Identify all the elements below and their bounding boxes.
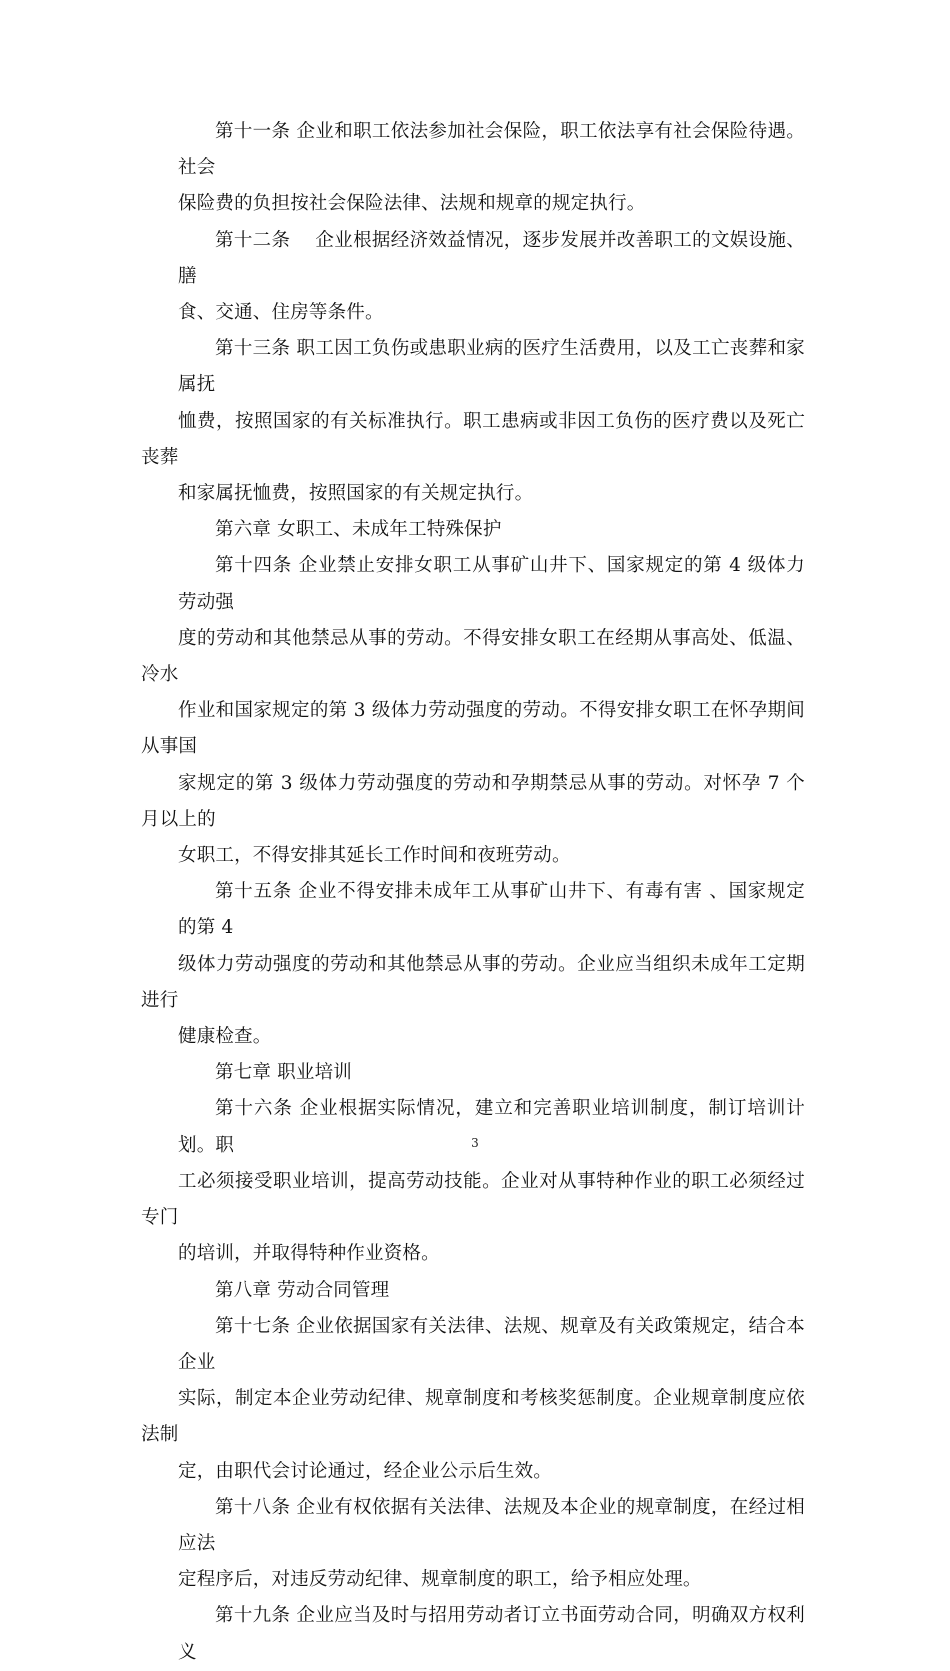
text-line: 第十八条 企业有权依据有关法律、法规及本企业的规章制度，在经过相应法 (178, 1496, 805, 1554)
text-line: 恤费，按照国家的有关标准执行。职工患病或非因工负伤的医疗费以及死亡丧葬 (141, 410, 805, 468)
article-11-paragraph (141, 114, 805, 223)
text-line: 度的劳动和其他禁忌从事的劳动。不得安排女职工在经期从事高处、低温、冷水 (141, 627, 805, 686)
text-line: 第十四条 企业禁止安排女职工从事矿山井下、国家规定的第 4 级体力劳动强 (178, 555, 805, 613)
article-16-paragraph (141, 1091, 805, 1272)
article-19-paragraph (141, 1598, 805, 1670)
article-18-paragraph (141, 1490, 805, 1599)
text-line: 第六章 女职工、未成年工特殊保护 (215, 519, 502, 541)
article-15-paragraph (141, 874, 805, 1055)
text-line: 第十一条 企业和职工依法参加社会保险，职工依法享有社会保险待遇。社会 (178, 121, 805, 179)
text-line: 作业和国家规定的第 3 级体力劳动强度的劳动。不得安排女职工在怀孕期间从事国 (141, 700, 805, 758)
text-line: 保险费的负担按社会保险法律、法规和规章的规定执行。 (178, 193, 646, 215)
article-12-paragraph (141, 223, 805, 332)
document-body (141, 114, 805, 1671)
chapter-6-heading (141, 512, 805, 548)
text-line: 和家属抚恤费，按照国家的有关规定执行。 (178, 483, 534, 505)
chapter-7-heading (141, 1055, 805, 1091)
article-13-paragraph (141, 331, 805, 512)
text-line: 定程序后，对违反劳动纪律、规章制度的职工，给予相应处理。 (178, 1569, 702, 1591)
text-line: 工必须接受职业培训，提高劳动技能。企业对从事特种作业的职工必须经过专门 (141, 1170, 805, 1229)
text-line: 实际，制定本企业劳动纪律、规章制度和考核奖惩制度。企业规章制度应依法制 (141, 1388, 805, 1446)
article-14-paragraph (141, 548, 805, 874)
text-line: 健康检查。 (178, 1026, 272, 1048)
text-line: 第十七条 企业依据国家有关法律、法规、规章及有关政策规定，结合本企业 (178, 1315, 805, 1373)
text-line: 定，由职代会讨论通过，经企业公示后生效。 (178, 1460, 553, 1482)
text-line: 家规定的第 3 级体力劳动强度的劳动和孕期禁忌从事的劳动。对怀孕 7 个月以上的 (141, 772, 805, 830)
article-17-paragraph (141, 1309, 805, 1490)
page-number: 3 (471, 1136, 479, 1150)
chapter-8-heading (141, 1273, 805, 1309)
text-line: 的培训，并取得特种作业资格。 (178, 1243, 440, 1265)
text-line: 女职工，不得安排其延长工作时间和夜班劳动。 (178, 845, 571, 867)
text-line: 第十六条 企业根据实际情况，建立和完善职业培训制度，制订培训计划。职 (178, 1098, 805, 1156)
text-line: 第七章 职业培训 (215, 1062, 352, 1084)
text-line: 第十九条 企业应当及时与招用劳动者订立书面劳动合同，明确双方权利义 (178, 1605, 805, 1663)
text-line: 级体力劳动强度的劳动和其他禁忌从事的劳动。企业应当组织未成年工定期进行 (141, 953, 805, 1011)
text-line: 食、交通、住房等条件。 (178, 302, 384, 324)
text-line: 第八章 劳动合同管理 (215, 1279, 390, 1301)
text-line: 第十五条 企业不得安排未成年工从事矿山井下、有毒有害 、国家规定的第 4 (178, 881, 805, 939)
text-line: 第十三条 职工因工负伤或患职业病的医疗生活费用，以及工亡丧葬和家属抚 (178, 338, 805, 396)
text-line: 第十二条 企业根据经济效益情况，逐步发展并改善职工的文娱设施、 膳 (178, 229, 805, 287)
